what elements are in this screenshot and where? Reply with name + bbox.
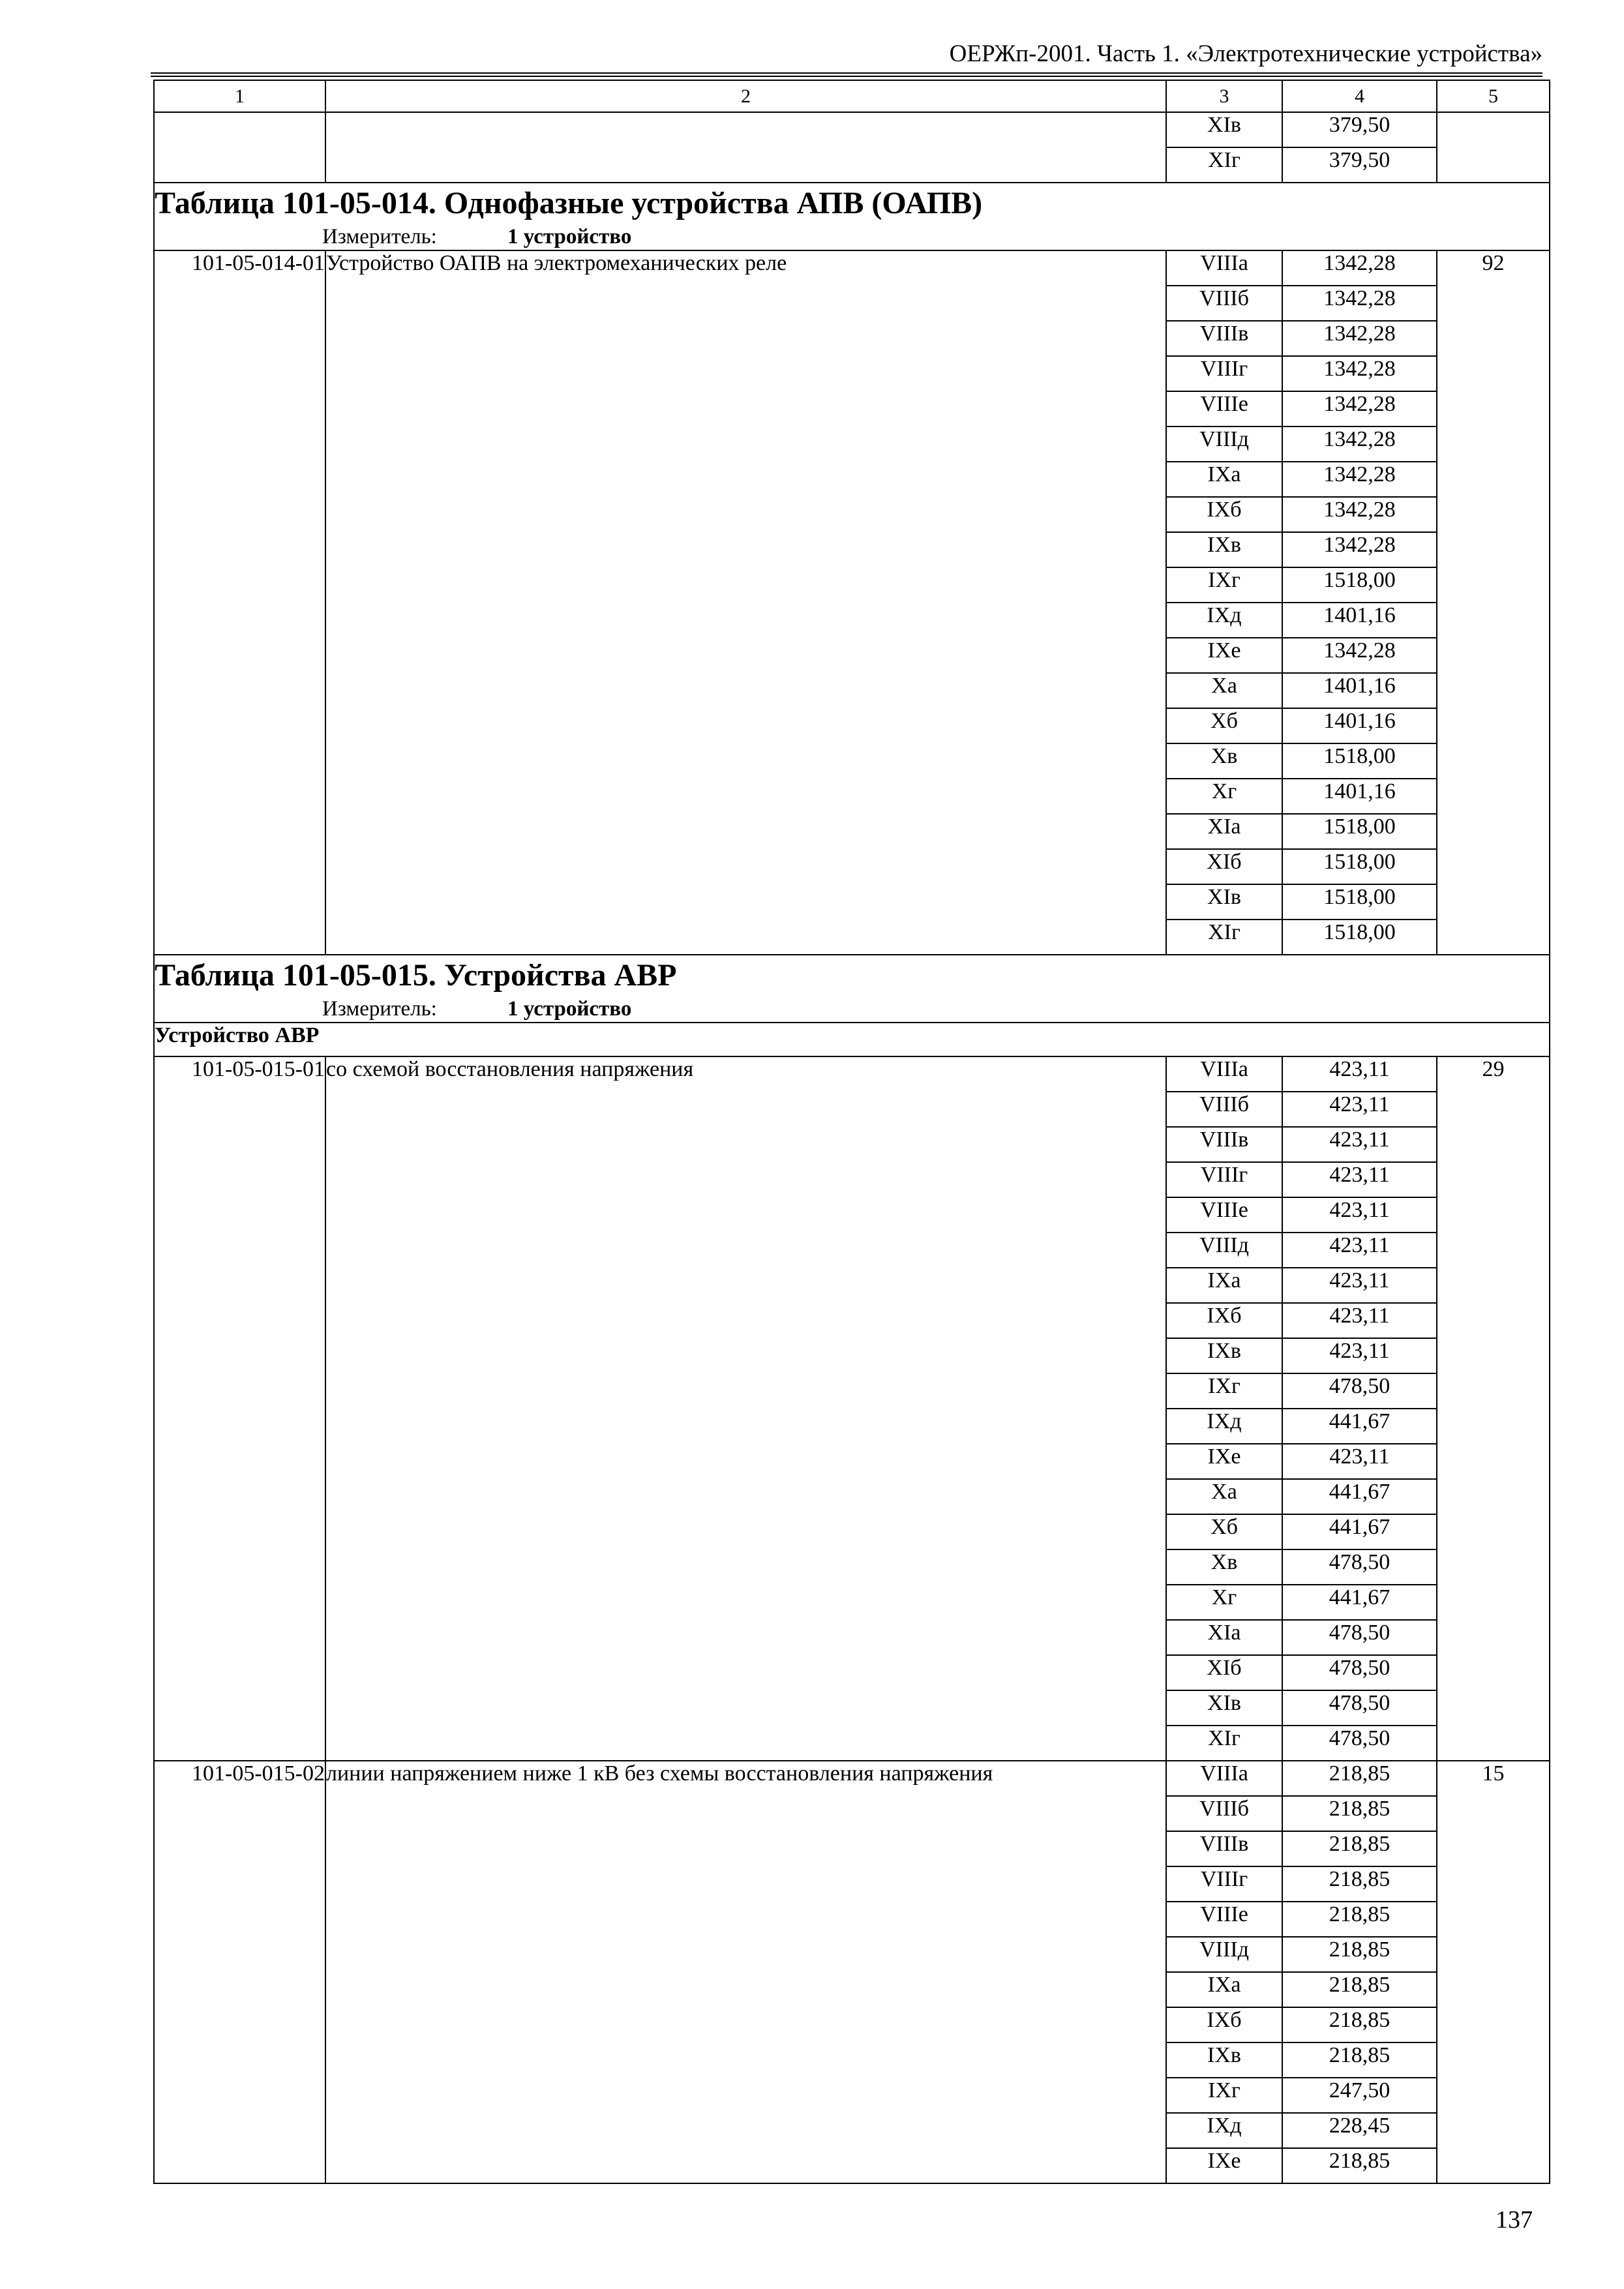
value-cell: 423,11 [1282,1444,1437,1479]
category-cell: VIIIг [1166,1866,1282,1902]
category-cell: VIIIв [1166,1127,1282,1162]
category-cell: XIв [1166,884,1282,920]
value-cell: 1518,00 [1282,567,1437,603]
value-cell: 247,50 [1282,2078,1437,2113]
value-cell: 478,50 [1282,1655,1437,1690]
table-row [154,112,1550,147]
category-cell: XIг [1166,1726,1282,1761]
item-code: 101-05-014-01 [154,250,325,955]
value-cell: 441,67 [1282,1514,1437,1549]
value-cell: 218,85 [1282,1761,1437,1796]
category-cell: IXв [1166,532,1282,567]
value-cell: 441,67 [1282,1409,1437,1444]
value-cell: 478,50 [1282,1690,1437,1726]
value-cell: 1342,28 [1282,462,1437,497]
category-cell: IXб [1166,1303,1282,1338]
header-rule [151,76,1542,77]
value-cell: 1518,00 [1282,849,1437,884]
value-cell: 1518,00 [1282,920,1437,955]
category-cell: XIв [1166,1690,1282,1726]
page-number: 137 [1496,2206,1533,2234]
value-cell: 423,11 [1282,1303,1437,1338]
value-cell: 423,11 [1282,1162,1437,1197]
category-cell: VIIIа [1166,1761,1282,1796]
item-code: 101-05-015-01 [154,1056,325,1761]
table-row [154,1761,1550,1796]
category-cell: IXд [1166,1409,1282,1444]
category-cell: IXа [1166,462,1282,497]
item-name: со схемой восстановления напряжения [325,1056,1166,1761]
value-cell: 1342,28 [1282,391,1437,426]
measure-line [155,224,1549,250]
category-cell: XIб [1166,849,1282,884]
value-cell: 423,11 [1282,1268,1437,1303]
value-cell: 1518,00 [1282,743,1437,779]
value-cell: 1518,00 [1282,814,1437,849]
category-cell: IXе [1166,1444,1282,1479]
category-cell: VIIIа [1166,1056,1282,1092]
value-cell: 1342,28 [1282,286,1437,321]
value-cell: 1342,28 [1282,532,1437,567]
value-cell: 423,11 [1282,1127,1437,1162]
table-title-cell [154,955,1550,1023]
item-name: линии напряжением ниже 1 кВ без схемы восстановления напряжения [325,1761,1166,2183]
running-header: ОЕРЖп-2001. Часть 1. «Электротехнические устройства» [949,40,1542,67]
value-cell: 218,85 [1282,2148,1437,2183]
column-number: 2 [325,80,1166,112]
value-cell: 441,67 [1282,1479,1437,1514]
item-name: Устройство ОАПВ на электромеханических реле [325,250,1166,955]
col5-cell: 29 [1437,1056,1550,1761]
value-cell: 478,50 [1282,1549,1437,1585]
value-cell: 218,85 [1282,1866,1437,1902]
category-cell: XIг [1166,920,1282,955]
col5-cell: 92 [1437,250,1550,955]
category-cell: VIIIд [1166,426,1282,462]
measure-value: 1 устройство [507,997,632,1021]
value-cell: 379,50 [1282,112,1437,147]
category-cell: IXд [1166,603,1282,638]
value-cell: 1342,28 [1282,426,1437,462]
item-code: 101-05-015-02 [154,1761,325,2183]
value-cell: 1342,28 [1282,250,1437,286]
rates-table-body [154,80,1550,2183]
value-cell: 1401,16 [1282,673,1437,708]
category-cell: Xа [1166,673,1282,708]
value-cell: 1401,16 [1282,779,1437,814]
measure-label: Измеритель: [322,997,437,1021]
category-cell: IXв [1166,1338,1282,1373]
value-cell: 423,11 [1282,1092,1437,1127]
category-cell: Xг [1166,1585,1282,1620]
category-cell: IXа [1166,1268,1282,1303]
category-cell: IXе [1166,2148,1282,2183]
column-number: 1 [154,80,325,112]
value-cell: 218,85 [1282,1937,1437,1972]
value-cell: 218,85 [1282,1796,1437,1831]
column-number: 3 [1166,80,1282,112]
table-title: Таблица 101-05-015. Устройства АВР [155,958,677,993]
measure-value: 1 устройство [507,225,632,248]
column-number: 5 [1437,80,1550,112]
header-rule [151,72,1542,74]
table-row [154,1056,1550,1092]
item-name [325,112,1166,183]
col5-cell: 15 [1437,1761,1550,2183]
value-cell: 478,50 [1282,1373,1437,1409]
category-cell: IXд [1166,2113,1282,2148]
category-cell: IXг [1166,2078,1282,2113]
value-cell: 478,50 [1282,1726,1437,1761]
category-cell: Xв [1166,1549,1282,1585]
category-cell: XIг [1166,147,1282,183]
category-cell: XIа [1166,1620,1282,1655]
category-cell: VIIIг [1166,1162,1282,1197]
value-cell: 218,85 [1282,2007,1437,2042]
category-cell: VIIIв [1166,321,1282,356]
value-cell: 478,50 [1282,1620,1437,1655]
category-cell: XIв [1166,112,1282,147]
category-cell: VIIIб [1166,286,1282,321]
value-cell: 1401,16 [1282,708,1437,743]
category-cell: IXг [1166,567,1282,603]
category-cell: VIIIг [1166,356,1282,391]
item-code [154,112,325,183]
column-number: 4 [1282,80,1437,112]
category-cell: VIIIб [1166,1796,1282,1831]
value-cell: 218,85 [1282,2042,1437,2078]
measure-line [155,996,1549,1022]
rates-table [153,80,1550,2184]
value-cell: 1342,28 [1282,497,1437,532]
category-cell: VIIIе [1166,1902,1282,1937]
category-cell: IXг [1166,1373,1282,1409]
category-cell: IXб [1166,2007,1282,2042]
category-cell: Xб [1166,1514,1282,1549]
category-cell: VIIIе [1166,391,1282,426]
value-cell: 1518,00 [1282,884,1437,920]
category-cell: IXе [1166,638,1282,673]
category-cell: IXб [1166,497,1282,532]
value-cell: 423,11 [1282,1338,1437,1373]
category-cell: VIIIд [1166,1937,1282,1972]
column-numbers-row [154,80,1550,112]
value-cell: 423,11 [1282,1197,1437,1233]
category-cell: VIIIе [1166,1197,1282,1233]
measure-label: Измеритель: [322,225,437,248]
col5-cell [1437,112,1550,183]
value-cell: 441,67 [1282,1585,1437,1620]
value-cell: 228,45 [1282,2113,1437,2148]
category-cell: VIIIб [1166,1092,1282,1127]
table-title-row-015 [154,955,1550,1023]
subheading-row [154,1023,1550,1056]
value-cell: 1401,16 [1282,603,1437,638]
value-cell: 1342,28 [1282,356,1437,391]
subheading: Устройство АВР [154,1023,1550,1056]
category-cell: IXа [1166,1972,1282,2007]
value-cell: 218,85 [1282,1972,1437,2007]
value-cell: 1342,28 [1282,638,1437,673]
category-cell: VIIIд [1166,1233,1282,1268]
category-cell: Xг [1166,779,1282,814]
category-cell: XIб [1166,1655,1282,1690]
category-cell: XIа [1166,814,1282,849]
value-cell: 1342,28 [1282,321,1437,356]
category-cell: IXв [1166,2042,1282,2078]
value-cell: 218,85 [1282,1831,1437,1866]
category-cell: VIIIа [1166,250,1282,286]
table-title-row-014 [154,183,1550,250]
category-cell: Xв [1166,743,1282,779]
value-cell: 379,50 [1282,147,1437,183]
category-cell: Xа [1166,1479,1282,1514]
table-title-cell [154,183,1550,250]
value-cell: 423,11 [1282,1056,1437,1092]
category-cell: VIIIв [1166,1831,1282,1866]
table-row [154,250,1550,286]
value-cell: 218,85 [1282,1902,1437,1937]
value-cell: 423,11 [1282,1233,1437,1268]
category-cell: Xб [1166,708,1282,743]
table-title: Таблица 101-05-014. Однофазные устройства АПВ (ОАПВ) [155,186,983,220]
